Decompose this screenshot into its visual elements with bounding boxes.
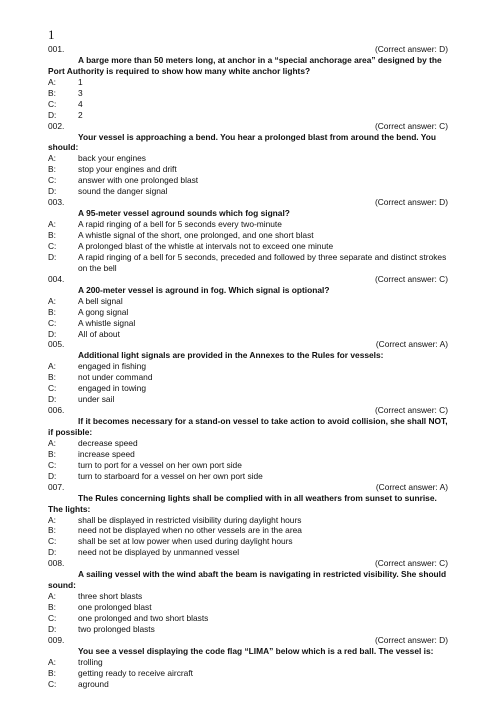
question-header [48,482,452,493]
answer-option [48,536,452,547]
option-letter: C: [48,317,57,328]
question-number: 003. [48,197,65,208]
answer-option [48,668,452,679]
answer-option [48,657,452,668]
answer-option [48,591,452,602]
option-letter: A: [48,437,56,448]
correct-answer: (Correct answer: D) [374,44,448,54]
option-letter: B: [48,230,56,241]
correct-answer: (Correct answer: C) [374,405,448,416]
question-text: Your vessel is approaching a bend. You hear a prolonged blast from around the bend. You should: [48,131,437,153]
question-number: 007. [48,481,65,492]
option-text: not under command [78,372,153,383]
answer-option [48,515,452,526]
option-letter: C: [48,383,57,394]
question-text: A barge more than 50 meters long, at anchor in a “special anchorage area” designed by the Port Authority is required to show how many white anchor lights? [48,54,442,76]
answer-option [48,624,452,635]
option-text: All of about [78,328,120,339]
answer-option [48,329,452,340]
option-text: turn to port for a vessel on her own port side [78,459,242,470]
option-letter: C: [48,175,57,186]
option-text: A whistle signal [78,317,136,328]
question-block [48,44,452,121]
option-text: one prolonged blast [78,602,152,613]
answer-option [48,307,452,318]
option-letter: B: [48,87,56,98]
option-text: 3 [78,87,83,98]
question-header [48,44,452,55]
option-text: sound the danger signal [78,186,168,197]
question-text: A 95-meter vessel aground sounds which fog signal? [78,208,290,219]
option-text: 4 [78,98,83,109]
option-text: shall be set at low power when used during daylight hours [78,536,293,547]
question-text: The Rules concerning lights shall be complied with in all weathers from sunset to sunrise. The lights: [48,492,437,514]
option-text: A gong signal [78,306,129,317]
question-number: 001. [48,44,65,54]
option-letter: C: [48,240,57,251]
option-letter: B: [48,306,56,317]
option-text: 1 [78,76,83,87]
option-letter: C: [48,612,57,623]
question-header [48,121,452,132]
question-number: 006. [48,405,65,416]
answer-option [48,525,452,536]
option-letter: D: [48,109,57,120]
answer-option [48,383,452,394]
question-text: You see a vessel displaying the code flag “LIMA” below which is a red ball. The vessel is: [78,645,434,656]
option-letter: B: [48,667,56,678]
answer-option [48,99,452,110]
question-block [48,197,452,274]
option-text: three short blasts [78,591,143,602]
option-text: A bell signal [78,295,123,306]
option-letter: A: [48,295,56,306]
option-letter: A: [48,514,56,525]
question-number: 009. [48,634,65,645]
answer-option [48,372,452,383]
correct-answer: (Correct answer: D) [374,634,448,645]
question-header [48,635,452,646]
question-number: 005. [48,339,65,350]
question-header [48,339,452,350]
answer-option [48,230,452,241]
answer-option [48,219,452,230]
question-header [48,197,452,208]
answer-option [48,252,452,274]
question-header [48,405,452,416]
option-text: A rapid ringing of a bell for 5 seconds, preceded and followed by three separate and distinct strokes on the bell [78,251,447,273]
answer-option [48,438,452,449]
option-text: aground [78,678,109,689]
option-text: shall be displayed in restricted visibility during daylight hours [78,514,302,525]
page-number: 1 [48,27,55,42]
answer-option [48,602,452,613]
option-text: decrease speed [78,437,138,448]
option-text: need not be displayed when no other vessels are in the area [78,525,302,536]
answer-option [48,153,452,164]
question-number: 008. [48,558,65,569]
option-text: engaged in fishing [78,361,146,372]
question-block [48,558,452,635]
option-letter: D: [48,470,57,481]
option-letter: C: [48,459,57,470]
option-text: getting ready to receive aircraft [78,667,193,678]
option-text: under sail [78,394,115,405]
option-letter: D: [48,394,57,405]
option-letter: A: [48,153,56,164]
option-text: need not be displayed by unmanned vessel [78,547,240,558]
option-letter: A: [48,591,56,602]
answer-option [48,449,452,460]
option-text: 2 [78,109,83,120]
option-letter: D: [48,186,57,197]
option-text: answer with one prolonged blast [78,175,199,186]
question-list [48,44,452,690]
option-letter: B: [48,164,56,175]
option-text: A rapid ringing of a bell for 5 seconds every two-minute [78,219,282,230]
question-block [48,121,452,198]
option-letter: A: [48,361,56,372]
question-number: 004. [48,273,65,284]
option-letter: B: [48,448,56,459]
option-text: back your engines [78,153,146,164]
option-text: engaged in towing [78,383,146,394]
answer-option [48,77,452,88]
option-letter: A: [48,76,56,87]
correct-answer: (Correct answer: C) [374,273,448,284]
option-text: turn to starboard for a vessel on her own port side [78,470,263,481]
question-header [48,558,452,569]
answer-option [48,241,452,252]
question-block [48,405,452,482]
option-letter: B: [48,602,56,613]
answer-option [48,394,452,405]
option-letter: B: [48,372,56,383]
question-text: Additional light signals are provided in the Annexes to the Rules for vessels: [78,350,384,361]
question-number: 002. [48,120,65,131]
option-letter: A: [48,656,56,667]
answer-option [48,88,452,99]
answer-option [48,471,452,482]
option-letter: C: [48,98,57,109]
question-header [48,274,452,285]
answer-option [48,613,452,624]
option-text: two prolonged blasts [78,623,155,634]
option-letter: C: [48,536,57,547]
answer-option [48,296,452,307]
answer-option [48,679,452,690]
option-letter: D: [48,251,57,262]
question-text: If it becomes necessary for a stand-on vessel to take action to avoid collision, she shall NOT, if possible: [48,416,448,437]
option-text: A prolonged blast of the whistle at intervals not to exceed one minute [78,240,334,251]
option-text: stop your engines and drift [78,164,177,175]
correct-answer: (Correct answer: A) [375,339,448,350]
option-text: one prolonged and two short blasts [78,612,209,623]
option-letter: D: [48,547,57,558]
question-block [48,339,452,405]
answer-option [48,110,452,121]
question-block [48,635,452,690]
answer-option [48,361,452,372]
answer-option [48,318,452,329]
correct-answer: (Correct answer: D) [374,197,448,208]
option-letter: A: [48,219,56,230]
answer-option [48,164,452,175]
option-text: trolling [78,656,103,667]
correct-answer: (Correct answer: A) [375,481,448,492]
question-block [48,274,452,340]
answer-option [48,186,452,197]
option-text: increase speed [78,448,135,459]
question-text: A 200-meter vessel is aground in fog. Which signal is optional? [78,284,330,295]
answer-option [48,460,452,471]
correct-answer: (Correct answer: C) [374,558,448,569]
answer-option [48,175,452,186]
correct-answer: (Correct answer: C) [374,120,448,131]
option-letter: C: [48,678,57,689]
answer-option [48,547,452,558]
option-text: A whistle signal of the short, one prolonged, and one short blast [78,230,314,241]
option-letter: D: [48,328,57,339]
option-letter: B: [48,525,56,536]
question-text: A sailing vessel with the wind abaft the beam is navigating in restricted visibility. She should sound: [48,569,447,591]
question-block [48,482,452,559]
option-letter: D: [48,623,57,634]
